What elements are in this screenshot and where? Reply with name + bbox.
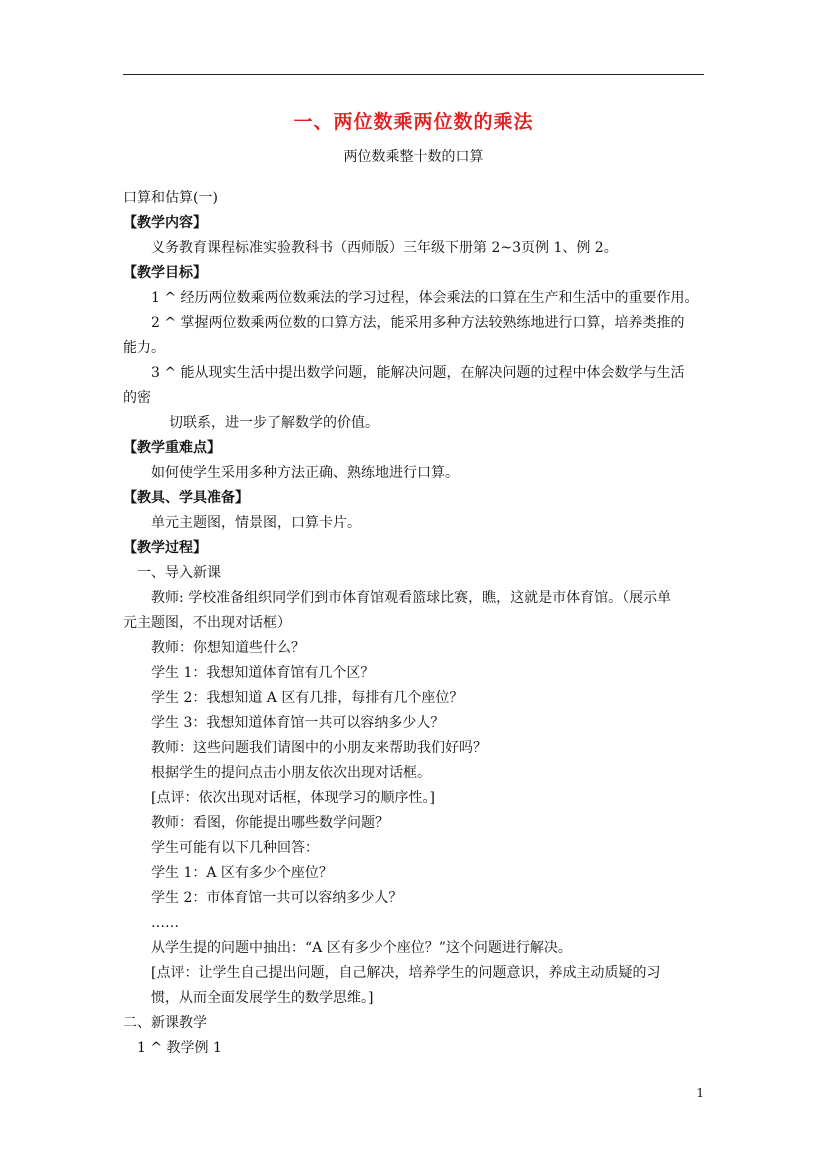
text-line: 1 ^ 教学例 1 — [137, 1040, 222, 1056]
text-line: 口算和估算(一) — [123, 190, 218, 206]
text-line: …… — [151, 915, 179, 931]
text-line: 2 ^ 掌握两位数乘两位数的口算方法，能采用多种方法较熟练地进行口算，培养类推的 — [151, 315, 685, 331]
text-line: 教师：看图，你能提出哪些数学问题？ — [151, 815, 389, 831]
text-line: 【教学目标】 — [123, 265, 207, 281]
text-line: 从学生提的问题中抽出：“A 区有多少个座位？”这个问题进行解决。 — [151, 940, 572, 956]
text-line: 切联系，进一步了解数学的价值。 — [169, 415, 379, 431]
header-rule — [123, 74, 704, 75]
text-line: 如何使学生采用多种方法正确、熟练地进行口算。 — [151, 465, 459, 481]
document-body — [123, 186, 704, 1061]
text-line: 教师：你想知道些什么？ — [151, 640, 305, 656]
text-line: [点评：依次出现对话框，体现学习的顺序性。] — [151, 790, 435, 806]
text-line: 教师：这些问题我们请图中的小朋友来帮助我们好吗？ — [151, 740, 487, 756]
text-line: 【教学过程】 — [123, 540, 207, 556]
page-number: 1 — [696, 1086, 704, 1100]
text-line: 学生 2：我想知道 A 区有几排，每排有几个座位？ — [151, 690, 464, 706]
text-line: [点评：让学生自己提出问题，自己解决，培养学生的问题意识，养成主动质疑的习 — [151, 965, 661, 981]
text-line: 学生 3：我想知道体育馆一共可以容纳多少人？ — [151, 715, 445, 731]
text-line: 1 ^ 经历两位数乘两位数乘法的学习过程，体会乘法的口算在生产和生活中的重要作用。 — [151, 290, 699, 306]
text-line: 元主题图，不出现对话框） — [123, 615, 291, 631]
text-line: 【教学重难点】 — [123, 440, 221, 456]
text-line: 学生可能有以下几种回答： — [151, 840, 319, 856]
text-line: 的密 — [123, 390, 151, 406]
text-line: 【教学内容】 — [123, 215, 207, 231]
text-line: 惯，从而全面发展学生的数学思维。] — [151, 990, 374, 1006]
text-line: 能力。 — [123, 340, 165, 356]
document-title: 一、两位数乘两位数的乘法 — [293, 111, 534, 133]
document-subtitle: 两位数乘整十数的口算 — [343, 149, 484, 165]
text-line: 单元主题图，情景图，口算卡片。 — [151, 515, 361, 531]
text-line: 【教具、学具准备】 — [123, 490, 249, 506]
text-line: 二、新课教学 — [123, 1015, 207, 1031]
text-line: 一、导入新课 — [137, 565, 221, 581]
text-line: 学生 1：我想知道体育馆有几个区？ — [151, 665, 375, 681]
text-line: 学生 1：A 区有多少个座位？ — [151, 865, 333, 881]
text-line: 义务教育课程标准实验教科书（西师版）三年级下册第 2~3页例 1、例 2。 — [151, 240, 618, 256]
text-line: 学生 2：市体育馆一共可以容纳多少人？ — [151, 890, 403, 906]
text-line: 根据学生的提问点击小朋友依次出现对话框。 — [151, 765, 431, 781]
text-line: 教师: 学校准备组织同学们到市体育馆观看篮球比赛，瞧，这就是市体育馆。（展示单 — [151, 590, 672, 606]
text-line: 3 ^ 能从现实生活中提出数学问题，能解决问题，在解决问题的过程中体会数学与生活 — [151, 365, 685, 381]
